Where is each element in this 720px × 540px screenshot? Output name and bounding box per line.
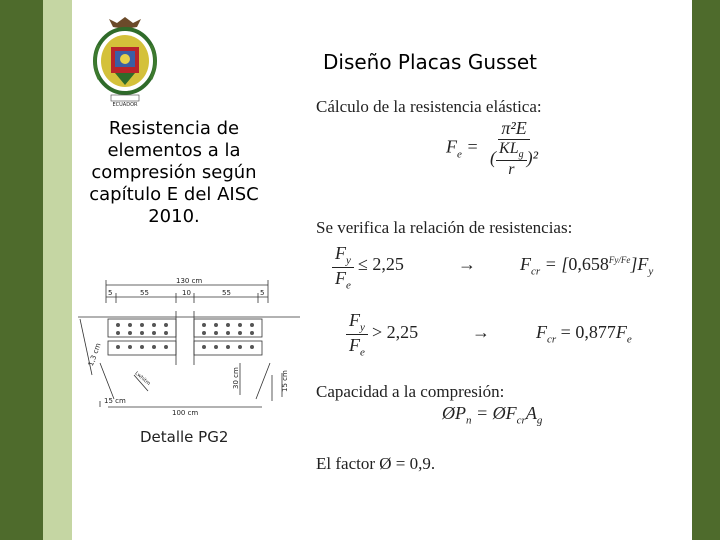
dim-left-slant: 1,3 cm xyxy=(86,341,103,368)
relation-1-formula: $F_{cr} = [0,658^{Fy/Fe}]F_y$ xyxy=(520,254,654,278)
elastic-formula: $F_e$ = π²E ( $\frac{KL_g}{r}$ )² xyxy=(446,118,539,179)
frame-left-bar xyxy=(0,0,43,540)
relation-2-lhs: $\frac{F_y}{F_e}$ xyxy=(346,310,368,358)
elastic-heading: Cálculo de la resistencia elástica: xyxy=(316,97,542,116)
relation-1-limit: ≤ 2,25 xyxy=(358,254,404,274)
dim-height: 30 cm xyxy=(232,367,240,389)
seal-country-text: ECUADOR xyxy=(112,102,138,107)
factor-text: El factor Ø = 0,9. xyxy=(316,454,436,473)
relation-2-arrow: → xyxy=(472,322,490,342)
gusset-plate-drawing xyxy=(72,275,302,450)
dim-a: 5 xyxy=(108,289,113,297)
capacity-heading: Capacidad a la compresión: xyxy=(316,382,505,401)
slide-title: Diseño Placas Gusset xyxy=(322,50,537,74)
verify-heading: Se verifica la relación de resistencias: xyxy=(316,218,573,237)
dim-bottom-mid: 100 cm xyxy=(172,409,199,417)
frame-left-light-bar xyxy=(43,0,72,540)
dim-b: 55 xyxy=(140,289,149,297)
dim-lw-label: Lwhitm xyxy=(133,370,152,387)
relation-1-lhs: $\frac{F_y}{F_e}$ xyxy=(332,243,354,291)
frame-right-bar xyxy=(692,0,720,540)
dim-c: 10 xyxy=(182,289,191,297)
slide-subtitle: Resistencia de elementos a la compresión según capítulo E del AISC 2010. xyxy=(89,118,259,227)
relation-2-rhs: = 0,877 xyxy=(560,322,616,342)
dim-e: 5 xyxy=(260,289,265,297)
dim-bottom-left: 15 cm xyxy=(104,397,126,405)
dim-total: 130 cm xyxy=(176,277,203,285)
relation-2-formula: $F_{cr} = 0,877F_e$ xyxy=(536,322,632,346)
coat-of-arms-seal xyxy=(85,15,165,107)
relation-1-coef: 0,658 xyxy=(568,254,609,274)
capacity-formula: $ØP_n$ = $ØF_{cr}A_g$ xyxy=(442,403,543,427)
dim-d: 55 xyxy=(222,289,231,297)
drawing-caption: Detalle PG2 xyxy=(140,428,229,446)
relation-2-limit: > 2,25 xyxy=(372,322,419,342)
dim-right-edge: 15 cm xyxy=(281,370,289,392)
relation-1-arrow: → xyxy=(458,254,476,274)
